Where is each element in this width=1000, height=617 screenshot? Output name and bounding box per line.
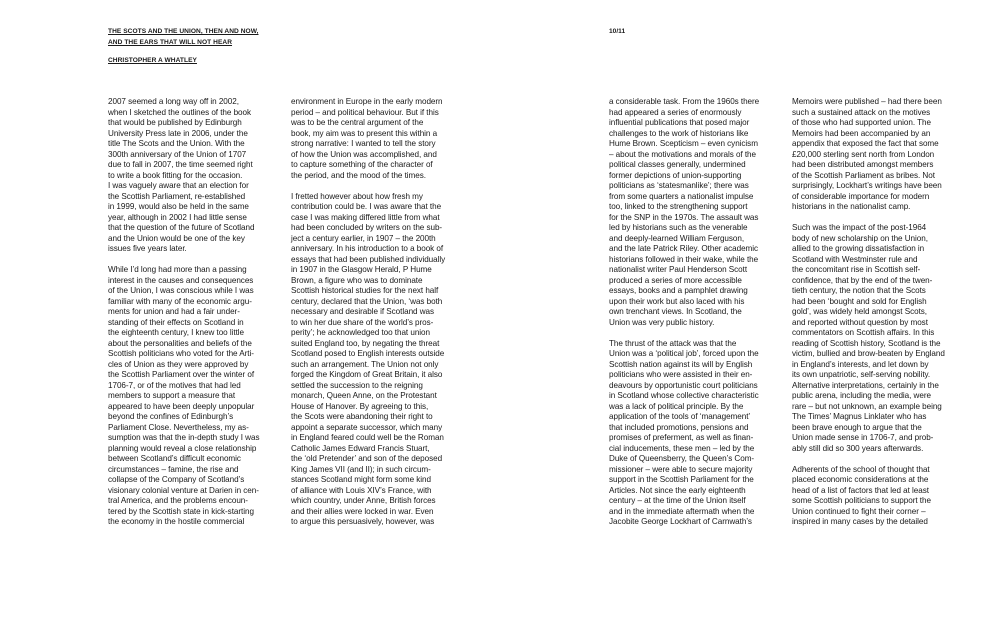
text-line: influential publications that posed major <box>609 118 750 127</box>
text-line: of considerable importance for modern <box>792 191 930 201</box>
text-line: appeared to have been deeply unpopular <box>108 401 255 411</box>
paragraph <box>609 97 799 328</box>
text-line: book, my aim was to present this within a <box>291 128 438 138</box>
text-line: had appeared a series of enormously <box>609 107 742 117</box>
text-line: support in the Scottish Parliament for the <box>609 475 754 484</box>
text-line: Union made sense in 1706-7, and prob- <box>792 433 934 442</box>
text-line: ments for union and had a fair under- <box>108 307 240 316</box>
text-line: the Scottish Parliament, re-established <box>108 191 246 201</box>
author-name: CHRISTOPHER A WHATLEY <box>108 57 197 64</box>
text-line: been brave enough to argue that the <box>792 422 922 432</box>
text-line: King James VII (and II); in such circum- <box>291 464 431 474</box>
text-line: cles of Union as they were approved by <box>108 359 249 369</box>
text-line: of alliance with Louis XIV’s France, with <box>291 485 432 495</box>
text-line: and the late Patrick Riley. Other academic <box>609 244 759 253</box>
text-line: necessary and desirable if Scotland was <box>291 307 435 316</box>
text-line: its own unpatriotic, self-serving nobility. <box>792 370 931 379</box>
text-line: some Scottish politicians to support the <box>792 496 931 505</box>
text-line: confidence, that by the end of the twen- <box>792 275 933 285</box>
article-title-line-2: AND THE EARS THAT WILL NOT HEAR <box>108 38 233 46</box>
paragraph <box>291 97 481 181</box>
text-line: the Scottish Parliament over the winter of <box>108 370 255 379</box>
text-line: to win her due share of the world’s pros- <box>291 317 434 327</box>
text-line: in England feared could well be the Roman <box>291 433 444 442</box>
text-line: and in the immediate aftermath when the <box>609 506 755 516</box>
text-line: and deeply-learned William Ferguson, <box>609 233 745 243</box>
paragraph <box>792 97 982 213</box>
text-line: I was vaguely aware that an election for <box>108 181 249 190</box>
text-line: The Times’ Magnus Linklater who has <box>792 412 927 421</box>
text-line: Hume Brown. Scepticism – even cynicism <box>609 139 758 148</box>
text-line: gold’, was widely held amongst Scots, <box>792 307 927 316</box>
text-line: and their allies were locked in war. Even <box>291 506 434 516</box>
text-line: Brown, a figure who was to dominate <box>291 275 423 285</box>
text-line: century, declared that the Union, ‘was both <box>291 296 443 306</box>
text-line: challenges to the work of historians like <box>609 128 749 138</box>
paragraph <box>792 223 982 454</box>
text-line: victim, bullied and brow-beaten by England <box>792 349 945 358</box>
text-line: environment in Europe in the early modern <box>291 97 443 106</box>
text-line: which country, under Anne, British forces <box>291 496 436 505</box>
text-line: historians in the nationalist camp. <box>792 202 911 211</box>
text-line: Scottish nation against its will by English <box>609 359 753 369</box>
text-column-1 <box>108 97 298 538</box>
text-line: to write a book fitting for the occasion. <box>108 170 243 180</box>
text-line: rare – but not unknown, an example being <box>792 401 942 411</box>
text-line: Union was a ‘political job’, forced upon the <box>609 349 759 358</box>
text-line: Duke of Queensberry, the Queen’s Com- <box>609 454 755 463</box>
text-line: Such was the impact of the post-1964 <box>792 223 927 232</box>
text-line: cial inducements, these men – led by the <box>609 443 755 453</box>
paragraph <box>792 465 982 528</box>
text-line: was to be the central argument of the <box>291 118 424 127</box>
text-line: the eighteenth century, I knew too little <box>108 328 245 337</box>
text-line: of the Scottish Parliament as bribes. Not <box>792 170 935 180</box>
paragraph <box>108 265 298 528</box>
text-line: the economy in the hostile commercial <box>108 517 245 526</box>
text-line: Alternative interpretations, certainly in the <box>792 380 939 390</box>
text-line: ject a century earlier, in 1907 – the 200th <box>291 233 436 243</box>
text-line: such an arrangement. The Union not only <box>291 359 439 369</box>
text-line: had been ‘bought and sold for English <box>792 296 927 306</box>
text-line: members to support a measure that <box>108 391 236 400</box>
text-line: too, linked to the strengthening support <box>609 202 748 211</box>
text-line: for the SNP in the 1970s. The assault was <box>609 212 759 222</box>
text-line: commentators on Scottish affairs. In this <box>792 328 935 337</box>
text-line: Union continued to fight their corner – <box>792 506 926 516</box>
text-line: to capture something of the character of <box>291 160 433 169</box>
text-line: about the personalities and beliefs of the <box>108 338 252 348</box>
text-line: standing of their effects on Scotland in <box>108 317 244 327</box>
text-line: a considerable task. From the 1960s there <box>609 97 760 106</box>
text-line: politicians as ‘statesmanlike’; there was <box>609 181 749 190</box>
text-line: Memoirs had been accompanied by an <box>792 128 931 138</box>
text-line: placed economic considerations at the <box>792 475 929 484</box>
text-line: such a sustained attack on the motives <box>792 107 931 117</box>
text-column-3 <box>609 97 799 538</box>
text-line: monarch, Queen Anne, on the Protestant <box>291 391 437 400</box>
text-line: head of a list of factors that led at least <box>792 485 929 495</box>
text-line: tered by the Scottish state in kick-starting <box>108 506 254 516</box>
text-line: in 1999, would also be held in the same <box>108 202 249 211</box>
text-line: reading of Scottish history, Scotland is the <box>792 338 941 348</box>
text-line: case I was making differed little from what <box>291 212 440 222</box>
text-line: The thrust of the attack was that the <box>609 338 737 348</box>
text-line: anniversary. In his introduction to a book of <box>291 244 444 253</box>
text-line: application of the tools of ‘management’ <box>609 412 751 421</box>
text-line: politicians who were assisted in their en- <box>609 370 753 379</box>
text-line: beyond the confines of Edinburgh’s <box>108 412 234 421</box>
text-line: appendix that exposed the fact that some <box>792 139 939 148</box>
text-line: nationalist writer Paul Henderson Scott <box>609 265 748 274</box>
text-line: essays, books and a pamphlet drawing <box>609 286 748 295</box>
running-header <box>108 27 259 67</box>
text-line: led by historians such as the venerable <box>609 223 748 232</box>
text-line: familiar with many of the economic argu- <box>108 296 252 306</box>
text-column-2 <box>291 97 481 538</box>
text-line: that included promotions, pensions and <box>609 422 749 432</box>
text-line: and reported without question by most <box>792 317 928 327</box>
text-line: allied to the growing dissatisfaction in <box>792 244 925 253</box>
text-line: Scotland posed to English interests outside <box>291 349 445 358</box>
text-line: essays that had been published individually <box>291 254 446 264</box>
text-line: in Scotland whose collective characteristic <box>609 391 759 400</box>
text-line: tral America, and the problems encoun- <box>108 496 248 505</box>
text-line: issues five years later. <box>108 244 187 253</box>
text-line: the concomitant rise in Scottish self- <box>792 265 921 274</box>
text-line: I fretted however about how fresh my <box>291 191 423 201</box>
text-line: – about the motivations and morals of the <box>609 149 756 159</box>
text-line: when I sketched the outlines of the book <box>108 107 251 117</box>
page-number: 10/11 <box>609 28 626 35</box>
text-line: that the question of the future of Scotland <box>108 223 255 232</box>
text-line: contribution could be. I was aware that the <box>291 202 442 211</box>
text-line: political classes generally, undermined <box>609 160 746 169</box>
text-line: century – at the time of the Union itself <box>609 496 746 505</box>
text-line: perity’; he acknowledged too that union <box>291 328 430 337</box>
text-line: in England’s interests, and let down by <box>792 359 929 369</box>
text-line: appoint a separate successor, which many <box>291 422 443 432</box>
text-line: title The Scots and the Union. With the <box>108 139 245 148</box>
text-line: visionary colonial venture at Darien in cen- <box>108 485 259 495</box>
text-line: Union was very public history. <box>609 317 715 327</box>
text-line: inspired in many cases by the detailed <box>792 517 928 526</box>
text-line: sumption was that the in-depth study I was <box>108 433 260 442</box>
text-line: to argue this persuasively, however, was <box>291 517 435 526</box>
text-line: the ‘old Pretender’ and son of the deposed <box>291 454 443 463</box>
text-line: of those who had supported union. The <box>792 118 931 127</box>
text-line: While I’d long had more than a passing <box>108 265 247 274</box>
text-line: had been distributed amongst members <box>792 160 934 169</box>
text-line: between Scotland’s difficult economic <box>108 454 241 463</box>
text-line: the period, and the mood of the times. <box>291 170 426 180</box>
text-line: Scottish historical studies for the next half <box>291 286 439 295</box>
text-line: Adherents of the school of thought that <box>792 464 930 474</box>
text-line: due to fall in 2007, the time seemed right <box>108 160 253 169</box>
text-line: was a lack of political principle. By the <box>609 401 744 411</box>
text-line: Parliament Close. Nevertheless, my as- <box>108 422 249 432</box>
text-line: circumstances – famine, the rise and <box>108 464 239 474</box>
text-line: suited England too, by negating the threat <box>291 338 440 348</box>
text-line: 1706-7, or of the motives that had led <box>108 380 241 390</box>
text-line: that would be published by Edinburgh <box>108 118 242 127</box>
text-line: Memoirs were published – had there been <box>792 97 942 106</box>
text-line: stances Scotland might form some kind <box>291 475 431 484</box>
text-line: 300th anniversary of the Union of 1707 <box>108 149 247 159</box>
text-line: missioner – were able to secure majority <box>609 464 753 474</box>
text-line: Scottish politicians who voted for the Arti- <box>108 349 254 358</box>
text-line: produced a series of more accessible <box>609 275 742 285</box>
text-line: University Press late in 2006, under the <box>108 128 248 138</box>
text-line: in 1907 in the Glasgow Herald, P Hume <box>291 265 432 274</box>
text-line: of how the Union was accomplished, and <box>291 149 437 159</box>
text-line: had been concluded by writers on the sub- <box>291 223 443 232</box>
text-line: body of new scholarship on the Union, <box>792 233 928 243</box>
text-line: Catholic James Edward Francis Stuart, <box>291 443 430 453</box>
text-line: the Scots were abandoning their right to <box>291 412 433 421</box>
text-line: of the Union, I was conscious while I was <box>108 286 254 295</box>
text-line: year, although in 2002 I had little sense <box>108 212 247 222</box>
paragraph <box>609 339 799 528</box>
text-line: settled the succession to the reigning <box>291 380 423 390</box>
text-line: upon their work but also laced with his <box>609 296 745 306</box>
text-line: own trenchant views. In Scotland, the <box>609 307 742 316</box>
text-line: planning would reveal a close relationship <box>108 443 257 453</box>
text-line: tieth century, the notion that the Scots <box>792 286 926 295</box>
text-line: former depictions of union-supporting <box>609 170 742 180</box>
paragraph <box>108 97 298 255</box>
text-line: collapse of the Company of Scotland’s <box>108 475 245 484</box>
text-line: ably still did so 300 years afterwards. <box>792 443 924 453</box>
article-title-line-1: THE SCOTS AND THE UNION, THEN AND NOW, <box>108 28 259 35</box>
text-line: from some quarters a nationalist impulse <box>609 191 754 201</box>
text-line: 2007 seemed a long way off in 2002, <box>108 97 239 106</box>
text-line: Articles. Not since the early eighteenth <box>609 485 746 495</box>
text-column-4 <box>792 97 982 538</box>
text-line: surprisingly, Lockhart’s writings have been <box>792 181 942 190</box>
text-line: strong narrative: I wanted to tell the story <box>291 139 436 148</box>
text-line: £20,000 sterling sent north from London <box>792 149 935 159</box>
text-line: Jacobite George Lockhart of Carnwath’s <box>609 517 752 526</box>
text-line: promises of preferment, as well as finan- <box>609 433 754 442</box>
text-line: historians followed in their wake, while the <box>609 254 759 264</box>
text-line: interest in the causes and consequences <box>108 275 254 285</box>
text-line: period – and political behaviour. But if this <box>291 107 439 117</box>
text-line: House of Hanover. By agreeing to this, <box>291 401 429 411</box>
paragraph <box>291 192 481 528</box>
text-line: deavours by opportunistic court politicians <box>609 380 758 390</box>
text-line: forged the Kingdom of Great Britain, it also <box>291 370 443 379</box>
text-line: Scotland with Westminster rule and <box>792 254 918 264</box>
text-line: public arena, including the media, were <box>792 391 931 400</box>
text-line: and the Union would be one of the key <box>108 233 245 243</box>
